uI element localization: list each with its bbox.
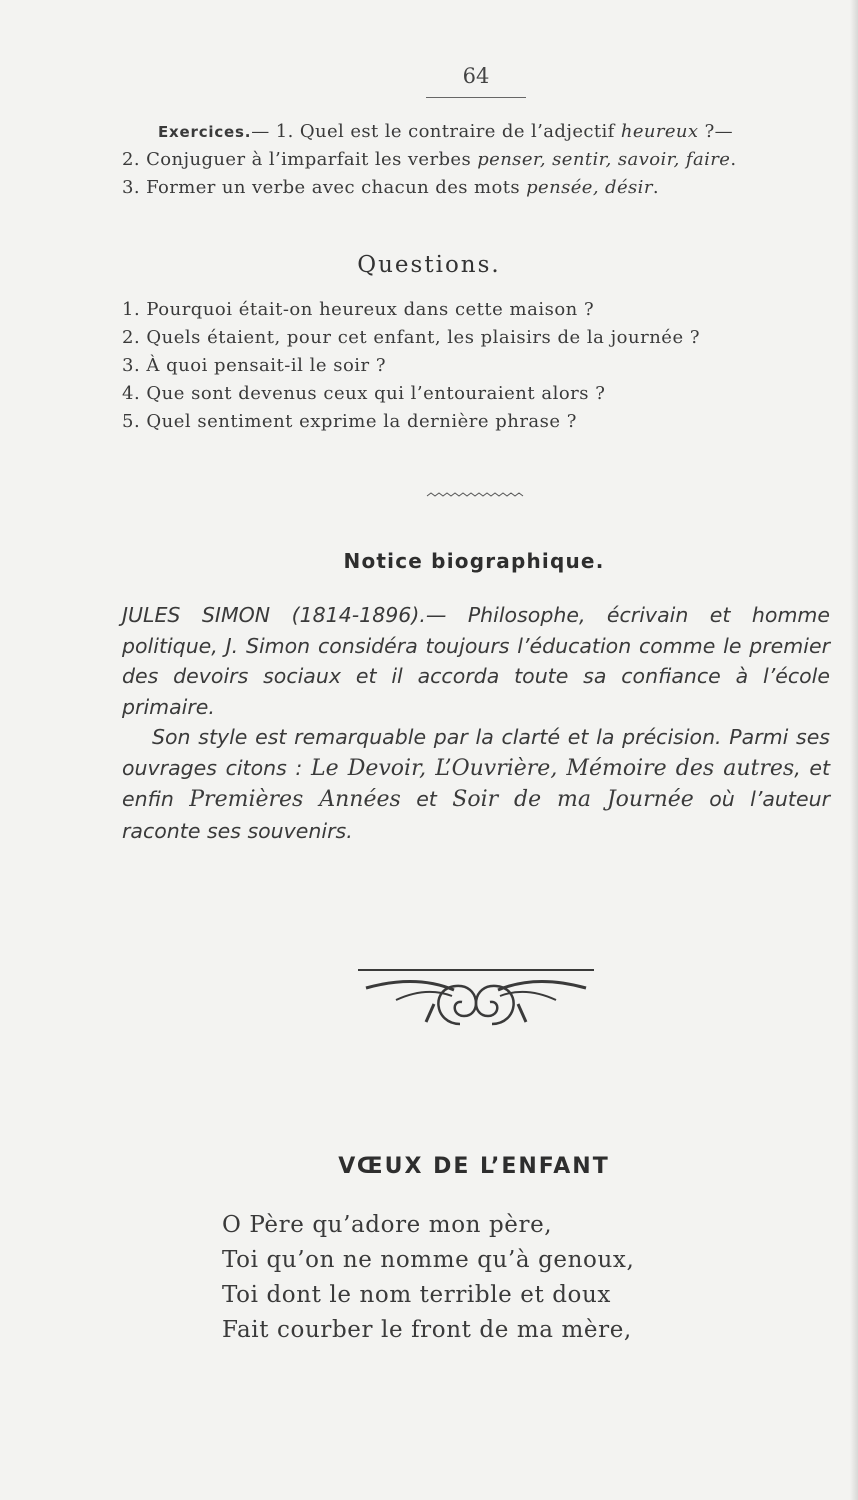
exercise-line-2	[122, 146, 842, 174]
questions-list	[122, 296, 822, 436]
exercise-2-text: 2. Conjuguer à l’imparfait les verbes	[122, 149, 478, 170]
exercise-1-suffix: ?—	[698, 121, 734, 142]
exercises-block	[122, 118, 842, 202]
bio-text: où l’auteur raconte ses souvenirs.	[122, 787, 830, 843]
poem-title: VŒUX DE L’ENFANT	[338, 1154, 610, 1179]
exercise-1-word: heureux	[620, 121, 699, 142]
exercise-line-1	[122, 118, 842, 146]
scroll-ornament	[356, 966, 596, 1032]
questions-title: Questions.	[357, 252, 501, 278]
question-item: 1. Pourquoi était-on heureux dans cette maison ?	[122, 299, 595, 320]
page-number-rule	[426, 97, 526, 98]
bio-works-title: Soir de ma Journée	[452, 787, 694, 812]
question-item: 2. Quels étaient, pour cet enfant, les plaisirs de la journée ?	[122, 327, 700, 348]
poem-verses	[222, 1208, 782, 1348]
poem-line: O Père qu’adore mon père,	[222, 1212, 553, 1238]
biography-text	[122, 600, 830, 846]
exercises-label: Exercices.	[158, 123, 252, 141]
poem-line: Toi qu’on ne nomme qu’à genoux,	[222, 1247, 635, 1273]
question-item: 3. À quoi pensait-il le soir ?	[122, 355, 387, 376]
exercise-3-text: 3. Former un verbe avec chacun des mots	[122, 177, 527, 198]
exercise-3-suffix: .	[652, 177, 659, 198]
squiggle-divider	[425, 490, 525, 502]
exercise-2-verbs: penser, sentir, savoir, faire	[477, 149, 731, 170]
exercise-1-text: — 1. Quel est le contraire de l’adjectif	[251, 121, 621, 142]
poem-line: Toi dont le nom terrible et doux	[222, 1282, 611, 1308]
bio-works-title: Premières Années	[189, 787, 401, 812]
exercise-line-3	[122, 174, 842, 202]
question-item: 4. Que sont devenus ceux qui l’entouraient alors ?	[122, 383, 606, 404]
page-edge-shadow	[850, 0, 858, 1500]
biography-paragraph-1: JULES SIMON (1814-1896).— Philosophe, écrivain et homme politique, J. Simon considéra toujours l’éducation comme le premier des devoirs sociaux et il accorda toute sa confiance à l’école primaire.	[122, 603, 830, 719]
notice-title: Notice biographique.	[343, 549, 605, 573]
bio-text: et	[400, 787, 453, 811]
poem-line: Fait courber le front de ma mère,	[222, 1317, 632, 1343]
exercise-2-suffix: .	[730, 149, 737, 170]
bio-text: , et enfin	[122, 755, 830, 811]
biography-paragraph-2	[122, 722, 830, 846]
bio-text: Son style est remarquable par la clarté et la précision. Parmi ses ouvrages citons :	[122, 725, 830, 780]
bio-works-title: Le Devoir, L’Ouvrière, Mémoire des autres	[310, 755, 795, 781]
question-item: 5. Quel sentiment exprime la dernière phrase ?	[122, 411, 577, 432]
page-number: 64	[462, 64, 490, 88]
exercise-3-words: pensée, désir	[526, 177, 653, 198]
